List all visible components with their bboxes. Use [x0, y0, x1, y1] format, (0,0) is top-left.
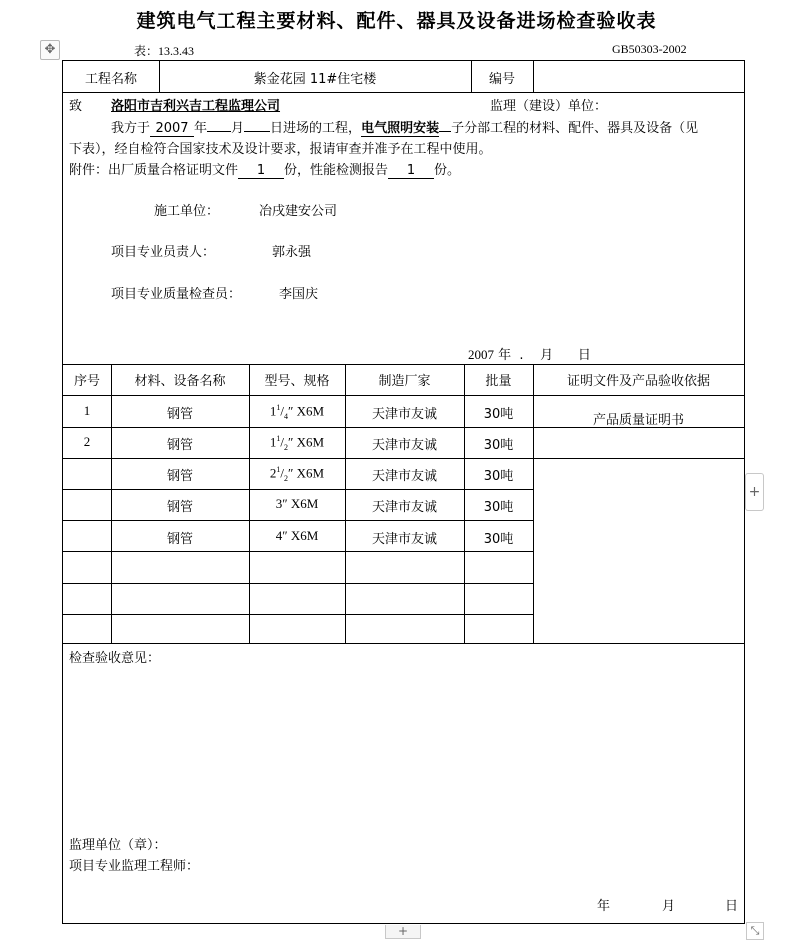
date-year-unit: 年	[498, 348, 512, 363]
row-material: 钢管	[166, 469, 193, 484]
header-manufacturer: 制造厂家	[378, 374, 431, 389]
spec-rest: ″ X6M	[288, 403, 325, 419]
letter-text: 子分部工程的材料、配件、器具及设备（见	[451, 121, 699, 136]
supervisor-unit-label: 监理（建设）单位：	[490, 99, 608, 114]
review-date-year: 年	[597, 899, 611, 914]
row-manufacturer: 天津市友诚	[371, 469, 437, 484]
row-material: 钢管	[166, 438, 193, 453]
row-quantity: 30吨	[483, 469, 514, 484]
row-no: 2	[83, 434, 91, 449]
row-material: 钢管	[166, 500, 193, 515]
date-year: 2007	[468, 347, 494, 362]
form-number: 表：13.3.43	[134, 44, 195, 58]
row-quantity: 30吨	[483, 438, 514, 453]
subproject-name: 电气照明安装	[361, 117, 439, 137]
contractor-value: 冶戌建安公司	[259, 204, 338, 219]
review-opinion-label: 检查验收意见：	[69, 651, 161, 666]
header-material-name: 材料、设备名称	[134, 374, 226, 389]
add-column-button[interactable]	[745, 473, 764, 511]
row-divider	[63, 489, 533, 490]
quality-inspector-value: 李国庆	[279, 287, 319, 302]
letter-text: 份，性能检测报告	[284, 163, 389, 178]
row-spec: $1^1/_4''$ X6M	[269, 403, 325, 421]
supervisor-company: 洛阳市吉利兴吉工程监理公司	[111, 98, 281, 113]
review-date	[597, 895, 738, 914]
row-divider	[63, 583, 533, 584]
spec-main: 4	[275, 528, 283, 543]
add-row-button[interactable]	[385, 925, 421, 939]
spec-sup: 1	[276, 403, 281, 412]
letter-text: 附件：出厂质量合格证明文件	[69, 163, 239, 178]
letter-text: 我方于	[111, 121, 151, 136]
project-name-value: 紫金花园 11#住宅楼	[253, 72, 377, 87]
letter-line-2: 下表），经自检符合国家技术及设计要求，报请审查并准予在工程中使用。	[69, 142, 492, 157]
spec-sup: 1	[276, 465, 281, 474]
contractor-label: 施工单位：	[154, 204, 220, 219]
date-month-unit: 月	[540, 348, 554, 363]
row-divider	[63, 395, 744, 396]
spec-sub: 2	[284, 473, 288, 483]
row-quantity: 30吨	[483, 500, 514, 515]
report-count: 1	[388, 163, 434, 179]
row-material: 钢管	[166, 532, 193, 547]
spec-rest: ″ X6M	[282, 496, 319, 511]
col-divider	[533, 364, 534, 643]
header-spec: 型号、规格	[264, 374, 330, 389]
spec-main: 1	[269, 403, 277, 419]
letter-line-1	[111, 117, 698, 137]
supervisor-seal-label: 监理单位（章）：	[69, 838, 167, 853]
row-quantity: 30吨	[483, 532, 514, 547]
manager-label: 项目专业员责人：	[111, 245, 216, 260]
entry-day	[244, 131, 270, 132]
entry-year: 2007	[150, 121, 194, 137]
certificate-basis: 产品质量证明书	[592, 413, 684, 428]
letter-text: 日进场的工程，	[270, 121, 362, 136]
letter-date	[468, 344, 591, 363]
row-no: 1	[83, 403, 91, 418]
table-resize-handle[interactable]	[746, 922, 764, 940]
letter-text: 月	[231, 121, 245, 136]
row-manufacturer: 天津市友诚	[371, 438, 437, 453]
header-quantity: 批量	[485, 374, 512, 389]
project-number-label: 编号	[488, 72, 515, 87]
review-date-day: 日	[725, 899, 739, 914]
col-divider	[533, 61, 534, 92]
letter-text: 份。	[434, 163, 461, 178]
row-divider	[63, 458, 533, 459]
spec-rest: ″ X6M	[282, 528, 319, 543]
row-divider	[63, 643, 744, 644]
underline-fill	[439, 131, 451, 132]
row-divider	[63, 364, 744, 365]
spec-sub: 2	[284, 442, 288, 452]
spec-main: 2	[269, 465, 277, 481]
row-quantity: 30吨	[483, 407, 514, 422]
spec-main: 3	[275, 496, 283, 511]
date-day-unit: 日	[577, 348, 591, 363]
row-manufacturer: 天津市友诚	[371, 500, 437, 515]
row-spec: $1^1/_2''$ X6M	[269, 434, 325, 452]
move-icon: ✥	[44, 42, 56, 57]
header-no: 序号	[73, 374, 100, 389]
project-name-label: 工程名称	[84, 72, 137, 87]
spec-sup: 1	[276, 434, 281, 443]
row-divider	[533, 458, 744, 459]
letter-text: 年	[194, 121, 208, 136]
row-divider	[63, 520, 533, 521]
row-manufacturer: 天津市友诚	[371, 407, 437, 422]
page-title: 建筑电气工程主要材料、配件、器具及设备进场检查验收表	[136, 10, 657, 32]
row-spec: $2^1/_2''$ X6M	[269, 465, 325, 483]
quality-inspector-label: 项目专业质量检查员：	[111, 287, 242, 302]
row-material: 钢管	[166, 407, 193, 422]
plus-icon: +	[397, 924, 409, 938]
spec-rest: ″ X6M	[288, 465, 325, 481]
spec-rest: ″ X6M	[288, 434, 325, 450]
entry-month	[207, 131, 231, 132]
review-date-month: 月	[662, 899, 676, 914]
row-divider	[63, 551, 533, 552]
header-certificate: 证明文件及产品验收依据	[566, 374, 710, 389]
row-divider	[63, 614, 533, 615]
resize-icon: ⤡	[750, 924, 760, 937]
row-divider	[63, 92, 744, 93]
inspection-table	[62, 60, 745, 924]
plus-icon: +	[748, 484, 761, 500]
spec-main: 1	[269, 434, 277, 450]
standard-code: GB50303-2002	[612, 42, 687, 56]
manager-value: 郭永强	[272, 245, 312, 260]
row-manufacturer: 天津市友诚	[371, 532, 437, 547]
row-spec	[249, 496, 345, 512]
spec-sub: 4	[284, 411, 288, 421]
certificate-count: 1	[238, 163, 284, 179]
date-separator: .	[519, 348, 524, 363]
row-spec	[249, 528, 345, 544]
supervisor-engineer-label: 项目专业监理工程师：	[69, 859, 200, 874]
table-move-handle[interactable]	[40, 40, 60, 60]
letter-to-prefix: 致	[69, 99, 83, 114]
attachment-line	[69, 159, 460, 179]
